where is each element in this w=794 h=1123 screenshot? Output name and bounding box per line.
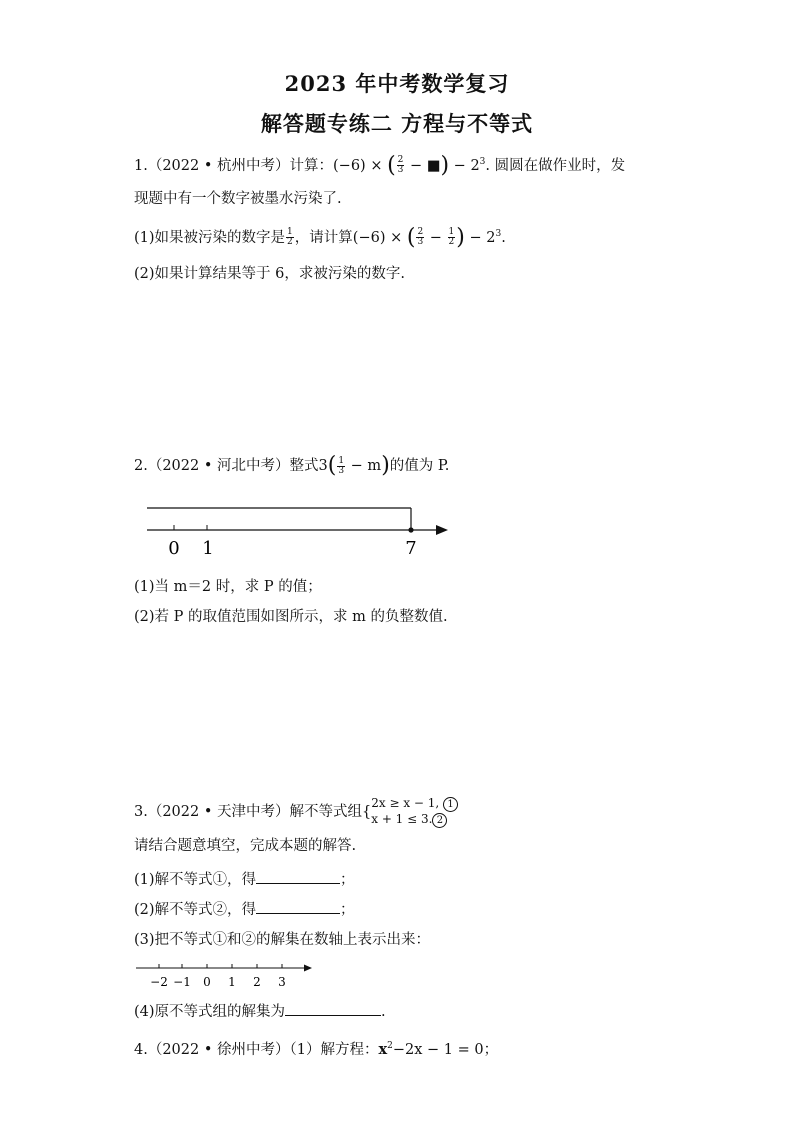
q3-part1: (1)解不等式①，得 ； bbox=[134, 869, 355, 890]
q3-stem: 3.（2022 • 天津中考）解不等式组{ 2x ≥ x − 1, 1 x + 1 ≤ 3. 2 bbox=[134, 796, 458, 828]
tick-label-0: 0 bbox=[203, 975, 211, 989]
tick-label-neg1: −1 bbox=[173, 975, 191, 989]
tick-label-neg2: −2 bbox=[150, 975, 168, 989]
answer-blank-2[interactable] bbox=[256, 899, 340, 914]
q1-part2: (2)如果计算结果等于 6，求被污染的数字. bbox=[134, 266, 405, 282]
q3-part2: (2)解不等式②，得 ； bbox=[134, 899, 355, 920]
q2-number-line bbox=[140, 500, 460, 562]
axis-label-0: 0 bbox=[168, 538, 180, 559]
axis-label-7: 7 bbox=[405, 538, 417, 559]
axis-label-1: 1 bbox=[202, 538, 214, 559]
q2-part1: (1)当 m＝2 时，求 P 的值； bbox=[134, 579, 322, 595]
tick-label-1: 1 bbox=[228, 975, 236, 989]
tick-label-3: 3 bbox=[278, 975, 286, 989]
q1-part1: (1)如果被污染的数字是 $\frac{1}{2}$ ，请计算(−6) × ( $\frac{2}{3}$ − $\frac{1}{2}$ ) − $2^3$. bbox=[134, 224, 506, 250]
closed-endpoint bbox=[408, 527, 413, 532]
tick-label-2: 2 bbox=[253, 975, 261, 989]
q1-stem: 1.（2022 • 杭州中考）计算：(−6) × ( $\frac{2}{3}$ − ■) − $2^3$. 圆圆在做作业时，发 bbox=[134, 152, 626, 178]
q2-stem: 2.（2022 • 河北中考）整式3( $\frac{1}{3}$ − m)的值为 P. bbox=[134, 453, 450, 478]
q4-stem: 4.（2022 • 徐州中考）（1）解方程：$x^2-2x - 1 = 0$； bbox=[134, 1040, 499, 1058]
q2-part2: (2)若 P 的取值范围如图所示，求 m 的负整数值. bbox=[134, 609, 448, 625]
q1-stem-continued: 现题中有一个数字被墨水污染了. bbox=[134, 191, 342, 207]
q3-number-line bbox=[134, 960, 324, 992]
answer-blank-1[interactable] bbox=[256, 869, 340, 884]
answer-blank-4[interactable] bbox=[285, 1001, 381, 1016]
q3-instructions: 请结合题意填空，完成本题的解答. bbox=[134, 838, 357, 854]
q3-part4: (4)原不等式组的解集为 . bbox=[134, 1001, 386, 1022]
circled-2: 2 bbox=[432, 813, 447, 828]
circled-1: 1 bbox=[443, 797, 458, 812]
ink-stain: − ■ bbox=[405, 157, 441, 174]
q3-part3: (3)把不等式①和②的解集在数轴上表示出来： bbox=[134, 932, 431, 948]
inequality-system: 2x ≥ x − 1, 1 x + 1 ≤ 3. 2 bbox=[371, 796, 458, 828]
page-subtitle: 解答题专练二 方程与不等式 bbox=[260, 111, 534, 136]
page-title: 2023 年中考数学复习 bbox=[284, 71, 510, 96]
